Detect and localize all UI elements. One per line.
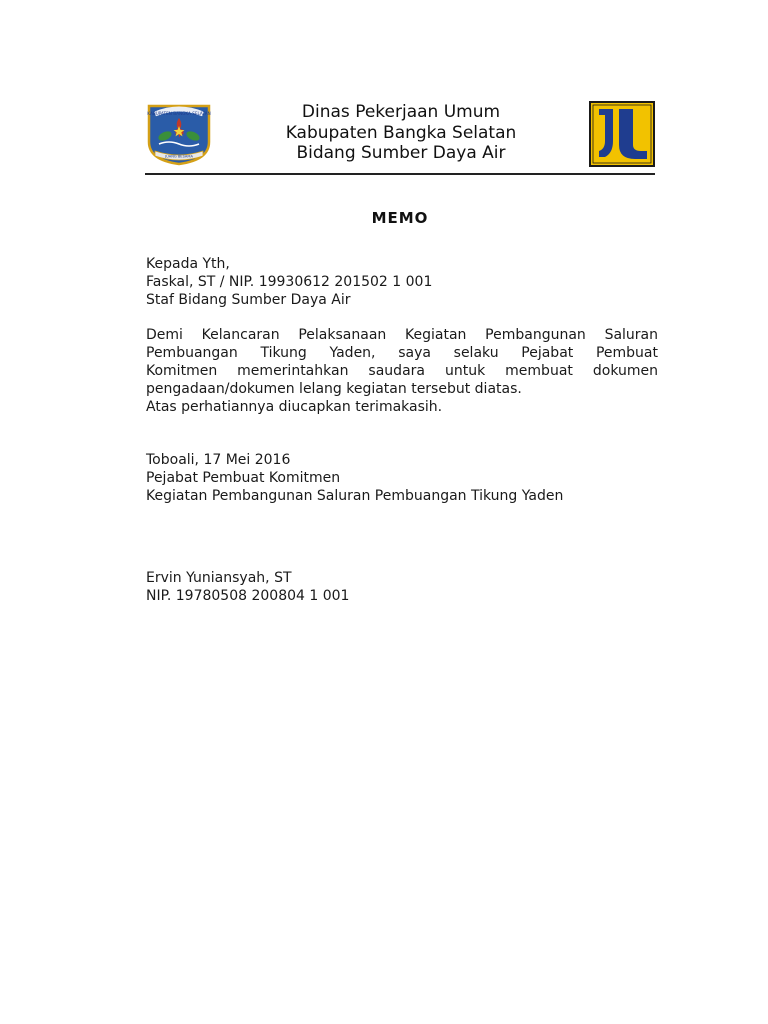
signer-role: Pejabat Pembuat Komitmen — [146, 470, 341, 486]
place-date: Toboali, 17 Mei 2016 — [146, 452, 291, 468]
regency-emblem-logo — [145, 102, 213, 166]
public-works-logo-icon — [589, 101, 655, 167]
regency-emblem-icon — [145, 102, 213, 166]
agency-header — [220, 102, 582, 164]
emblem-top-text: KABUPATEN BANGKA SELATAN — [147, 111, 211, 116]
memo-body — [146, 326, 658, 416]
emblem-ribbon-text: JUANG BESAMA — [165, 154, 193, 159]
signer-nip: NIP. 19780508 200804 1 001 — [146, 588, 350, 604]
public-works-logo — [589, 101, 655, 167]
recipient-name-nip: Faskal, ST / NIP. 19930612 201502 1 001 — [146, 274, 433, 290]
body-line-4: pengadaan/dokumen lelang kegiatan tersebut diatas. — [146, 381, 522, 397]
memo-title: MEMO — [371, 209, 429, 227]
signer-name: Ervin Yuniansyah, ST — [146, 570, 292, 586]
signature-block — [146, 569, 658, 605]
closing-block — [146, 451, 658, 505]
body-line-2: Pembuangan Tikung Yaden, saya selaku Pejabat Pembuat — [146, 345, 658, 361]
signer-activity: Kegiatan Pembangunan Saluran Pembuangan Tikung Yaden — [146, 488, 564, 504]
recipient-salutation: Kepada Yth, — [146, 256, 230, 272]
agency-line-division: Bidang Sumber Daya Air — [296, 143, 506, 163]
body-line-1: Demi Kelancaran Pelaksanaan Kegiatan Pembangunan Saluran — [146, 327, 658, 343]
recipient-position: Staf Bidang Sumber Daya Air — [146, 292, 351, 308]
header-divider — [145, 173, 655, 175]
body-thanks: Atas perhatiannya diucapkan terimakasih. — [146, 399, 443, 415]
recipient-block — [146, 255, 658, 309]
agency-line-department: Dinas Pekerjaan Umum — [301, 102, 501, 122]
body-line-3: Komitmen memerintahkan saudara untuk membuat dokumen — [146, 363, 658, 379]
agency-line-regency: Kabupaten Bangka Selatan — [285, 122, 517, 143]
